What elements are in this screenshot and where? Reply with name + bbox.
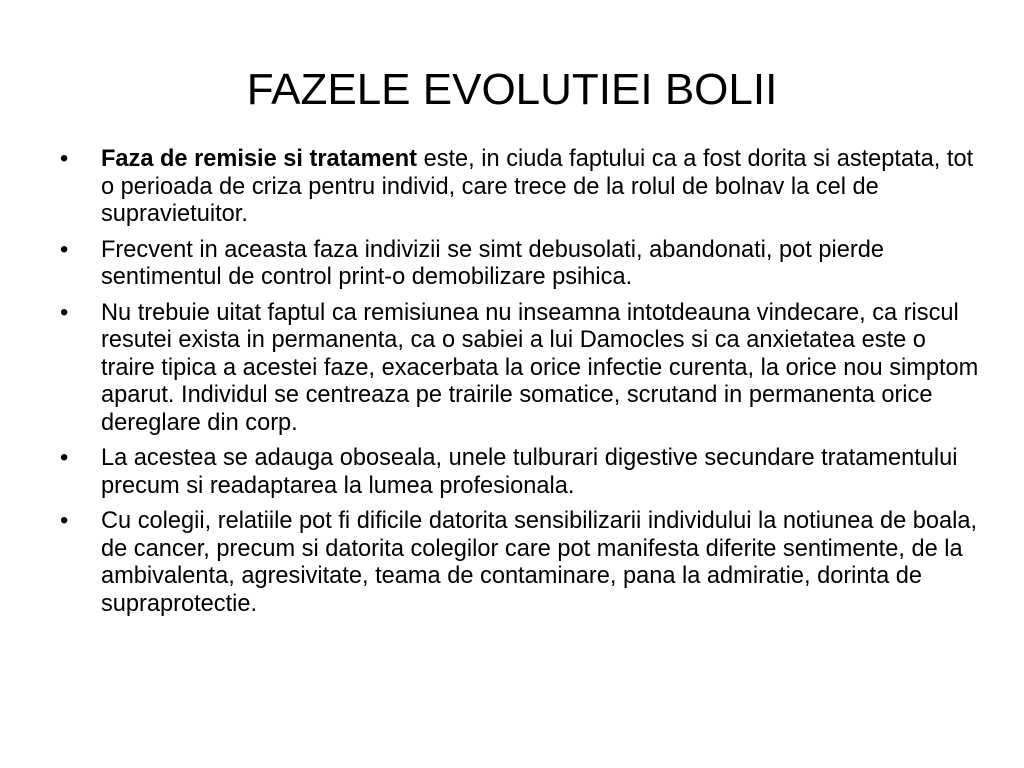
bullet-marker: • — [60, 508, 69, 534]
bullet-item-3 — [60, 300, 980, 438]
bullet-marker: • — [60, 236, 69, 263]
bullet-text: Frecvent in aceasta faza indivizii se simt debusolati, abandonati, pot pierde sentimentul de control print-o demobilizare psihica. — [101, 236, 884, 290]
bullet-marker: • — [60, 445, 69, 471]
bullet-list — [60, 146, 980, 626]
bullet-text: este, in ciuda faptului ca a fost dorita si asteptata, tot o perioada de criza pentru individ, care trece de la rolul de bolnav la cel de supravietuitor. — [101, 146, 974, 227]
bullet-text: La acestea se adauga oboseala, unele tulburari digestive secundare tratamentului precum si readaptarea la lumea profesionala. — [101, 445, 958, 499]
bullet-text: Cu colegii, relatiile pot fi dificile datorita sensibilizarii individului la notiunea de boala, de cancer, precum si datorita colegilor care pot manifesta diferite sentimente, de la ambivalenta, agresivitate, teama de contaminare, pana la admiratie, dorinta de supraprotectie. — [101, 508, 978, 617]
bullet-item-1 — [60, 146, 980, 229]
bullet-marker: • — [60, 146, 69, 172]
slide-title: FAZELE EVOLUTIEI BOLII — [246, 65, 778, 114]
bullet-item-2 — [60, 237, 980, 292]
bullet-text: Nu trebuie uitat faptul ca remisiunea nu inseamna intotdeauna vindecare, ca riscul resutei exista in permanenta, ca o sabiei a lui Damocles si ca anxietatea este o traire tipica a acestei faze, exacerbata la orice infectie curenta, la orice nou simptom aparut. Individul se centreaza pe trairile somatice, scrutand in permanenta orice dereglare din corp. — [101, 299, 979, 436]
bullet-item-5 — [60, 508, 980, 618]
bullet-lead-text: Faza de remisie si tratament — [101, 146, 418, 172]
bullet-item-4 — [60, 445, 980, 500]
bullet-marker: • — [60, 299, 69, 326]
